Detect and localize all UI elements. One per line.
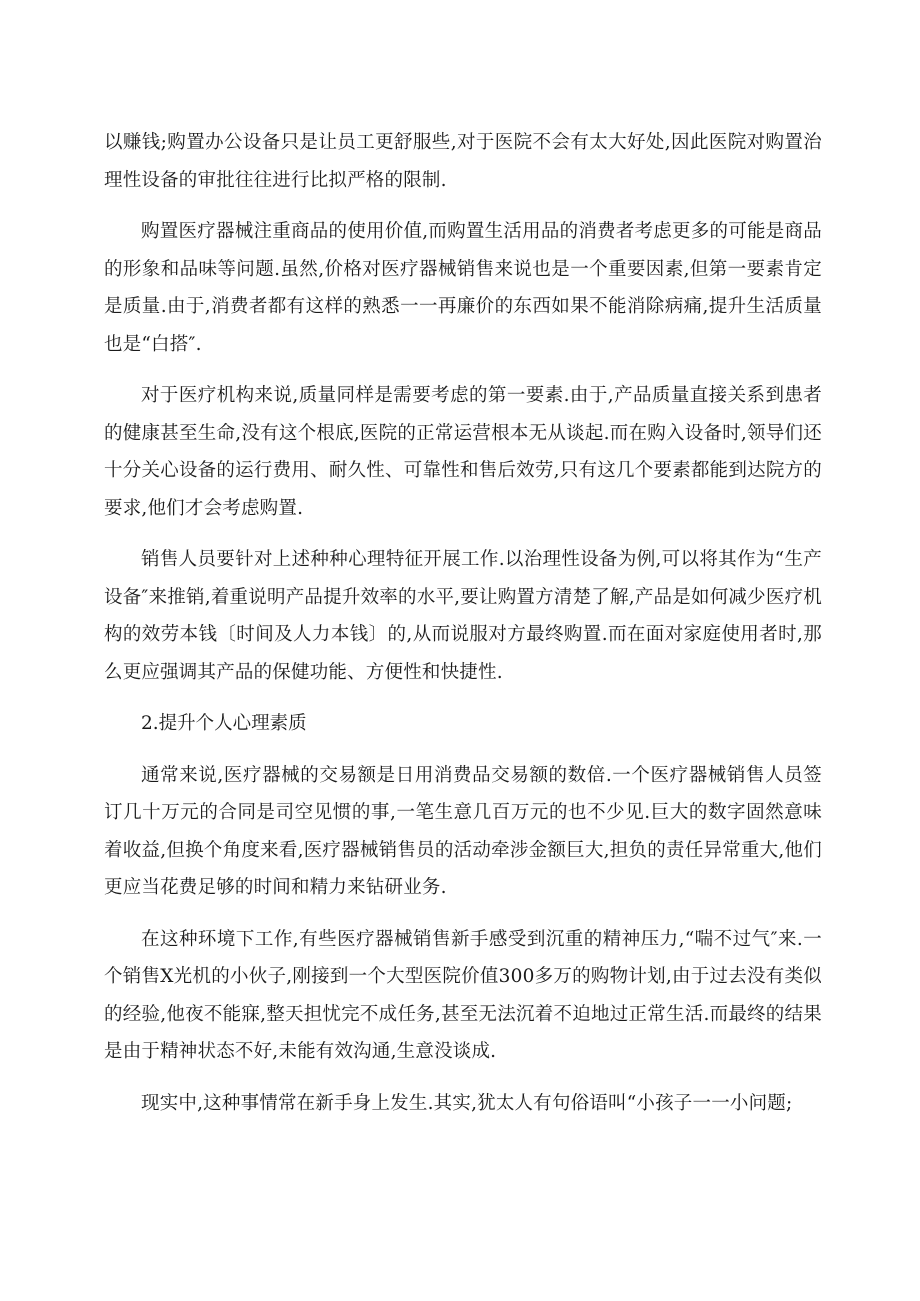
paragraph-5: 通常来说,医疗器械的交易额是日用消费品交易额的数倍.一个医疗器械销售人员签订几十万元的合同是司空见惯的事,一笔生意几百万元的也不少见.巨大的数字固然意味着收益,但换个角度来看,医疗器械销售员的活动牵涉金额巨大,担负的责任异常重大,他们更应当花费足够的时间和精力来钻研业务. [104, 764, 822, 898]
paragraph-3: 对于医疗机构来说,质量同样是需要考虑的第一要素.由于,产品质量直接关系到患者的健康甚至生命,没有这个根底,医院的正常运营根本无从谈起.而在购入设备时,领导们还十分关心设备的运行费用、耐久性、可靠性和售后效劳,只有这几个要素都能到达院方的要求,他们才会考虑购置. [104, 385, 822, 519]
paragraph-1: 以赚钱;购置办公设备只是让员工更舒服些,对于医院不会有太大好处,因此医院对购置治理性设备的审批往往进行比拟严格的限制. [104, 132, 822, 191]
paragraph-4: 销售人员要针对上述种种心理特征开展工作.以治理性设备为例,可以将其作为“生产设备″来推销,着重说明产品提升效率的水平,要让购置方清楚了解,产品是如何减少医疗机构的效劳本钱〔时间及人力本钱〕的,从而说服对方最终购置.而在面对家庭使用者时,那么更应强调其产品的保健功能、方便性和快捷性. [104, 549, 822, 683]
paragraph-6: 在这种环境下工作,有些医疗器械销售新手感受到沉重的精神压力,“喘不过气″来.一个销售X光机的小伙子,刚接到一个大型医院价值300多万的购物计划,由于过去没有类似的经验,他夜不能寐,整天担忧完不成任务,甚至无法沉着不迫地过正常生活.而最终的结果是由于精神状态不好,未能有效沟通,生意没谈成. [104, 928, 822, 1062]
paragraph-2: 购置医疗器械注重商品的使用价值,而购置生活用品的消费者考虑更多的可能是商品的形象和品味等问题.虽然,价格对医疗器械销售来说也是一个重要因素,但第一要素肯定是质量.由于,消费者都有这样的熟悉一一再廉价的东西如果不能消除病痛,提升生活质量也是“白搭″. [104, 221, 822, 355]
document-body [104, 124, 822, 1136]
paragraph-7: 现实中,这种事情常在新手身上发生.其实,犹太人有句俗语叫“小孩子一一小问题; [141, 1092, 793, 1114]
section-heading: 2.提升个人心理素质 [141, 713, 307, 734]
